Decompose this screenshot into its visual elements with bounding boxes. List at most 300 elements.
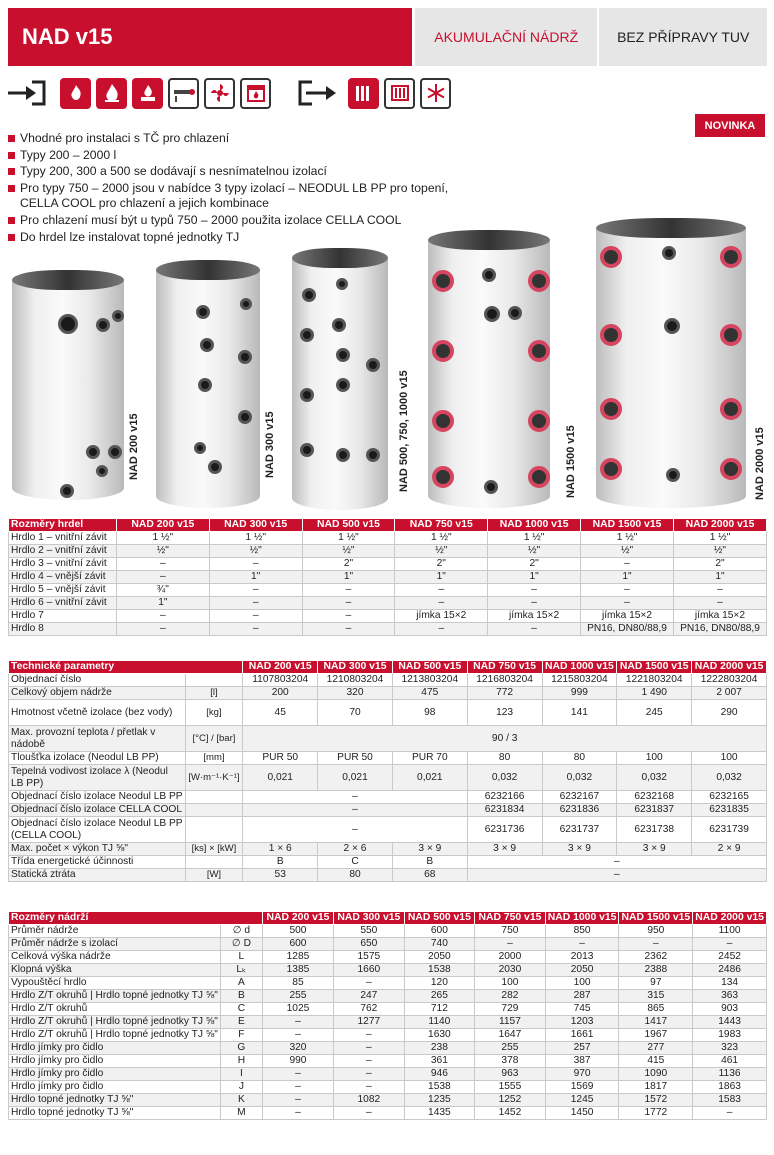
table-cell: M — [220, 1107, 262, 1120]
table-cell: 1100 — [693, 925, 767, 938]
table-cell: – — [209, 558, 302, 571]
col-header: NAD 500 v15 — [302, 519, 395, 532]
table-cell: I — [220, 1068, 262, 1081]
table-cell: 68 — [392, 869, 467, 882]
col-header: NAD 300 v15 — [334, 912, 405, 925]
tank-nad-200 — [12, 270, 124, 500]
table-cell: – — [673, 584, 766, 597]
pipe-connection — [60, 484, 74, 498]
table-cell: [mm] — [185, 752, 243, 765]
table-cell: 80 — [542, 752, 617, 765]
pipe-connection — [366, 448, 380, 462]
table-cell: – — [581, 597, 674, 610]
table-cell: 1285 — [262, 951, 333, 964]
table-cell: 100 — [475, 977, 546, 990]
table-cell: 1140 — [404, 1016, 475, 1029]
table-cell: 1 ½" — [488, 532, 581, 545]
table-cell: ½" — [302, 545, 395, 558]
table-cell: – — [395, 584, 488, 597]
flange-connection — [528, 466, 550, 488]
table-row — [9, 925, 767, 938]
col-header: NAD 1500 v15 — [581, 519, 674, 532]
table-cell: 97 — [619, 977, 693, 990]
table-cell: 550 — [334, 925, 405, 938]
solar-collector-icon — [168, 78, 199, 109]
table-cell: – — [209, 597, 302, 610]
table-row — [9, 856, 767, 869]
fireplace-icon — [240, 78, 271, 109]
table-cell: – — [209, 584, 302, 597]
row-label: Klopná výška — [9, 964, 221, 977]
table-cell: Lₖ — [220, 964, 262, 977]
col-header: NAD 300 v15 — [209, 519, 302, 532]
pipe-connection — [482, 268, 496, 282]
row-label: Hrdlo 4 – vnější závit — [9, 571, 117, 584]
table-cell: 745 — [545, 1003, 619, 1016]
table-cell: 712 — [404, 1003, 475, 1016]
col-header: NAD 750 v15 — [467, 661, 542, 674]
table-cell: 2388 — [619, 964, 693, 977]
new-badge: NOVINKA — [695, 114, 765, 137]
list-item: Do hrdel lze instalovat topné jednotky TJ — [8, 230, 488, 245]
table-row — [9, 545, 767, 558]
row-label: Hrdlo Z/T okruhů | Hrdlo topné jednotky TJ ⅝" — [9, 990, 221, 1003]
product-illustration — [0, 210, 774, 510]
table-cell: 970 — [545, 1068, 619, 1081]
table-cell: 1107803204 — [243, 674, 318, 687]
pipe-connection — [302, 288, 316, 302]
pipe-connection — [300, 328, 314, 342]
table-row — [9, 752, 767, 765]
table-cell: ½" — [488, 545, 581, 558]
table-cell: [l] — [185, 687, 243, 700]
pipe-connection — [238, 350, 252, 364]
table-cell: 1025 — [262, 1003, 333, 1016]
table-cell: – — [116, 571, 209, 584]
table-cell: – — [334, 977, 405, 990]
technical-parameters-table — [8, 660, 767, 882]
table-cell: – — [488, 584, 581, 597]
pipe-connection — [508, 306, 522, 320]
table-cell: – — [334, 1068, 405, 1081]
table-cell: ½" — [116, 545, 209, 558]
table-cell: 1277 — [334, 1016, 405, 1029]
table-cell: 1555 — [475, 1081, 546, 1094]
pipe-connection — [662, 246, 676, 260]
table-cell: 1136 — [693, 1068, 767, 1081]
table-cell: – — [395, 623, 488, 636]
tank-label: NAD 300 v15 — [264, 411, 276, 478]
pipe-connection — [86, 445, 100, 459]
table-cell: 850 — [545, 925, 619, 938]
tank-cap — [596, 218, 746, 238]
table-cell: – — [116, 623, 209, 636]
row-label: Hrdlo 5 – vnější závit — [9, 584, 117, 597]
table-cell: 6231837 — [617, 804, 692, 817]
table-cell — [185, 856, 243, 869]
table-cell: – — [302, 584, 395, 597]
table-cell: 2" — [673, 558, 766, 571]
table-cell: 1863 — [693, 1081, 767, 1094]
tank-nad-300 — [156, 260, 260, 508]
table-row — [9, 610, 767, 623]
pipe-connection — [58, 314, 78, 334]
table-cell: 0,021 — [392, 765, 467, 791]
row-label: Hrdlo 7 — [9, 610, 117, 623]
table-title: Rozměry hrdel — [9, 519, 117, 532]
table-cell: 461 — [693, 1055, 767, 1068]
table-cell: 85 — [262, 977, 333, 990]
col-header: NAD 1500 v15 — [619, 912, 693, 925]
table-cell: Objednací číslo izolace CELLA COOL — [9, 804, 186, 817]
table-cell: 277 — [619, 1042, 693, 1055]
pipe-connection — [336, 348, 350, 362]
table-row — [9, 791, 767, 804]
table-cell: 990 — [262, 1055, 333, 1068]
table-cell: Hmotnost včetně izolace (bez vody) — [9, 700, 186, 726]
table-cell: 100 — [692, 752, 767, 765]
table-cell: 0,032 — [617, 765, 692, 791]
table-row — [9, 843, 767, 856]
table-row — [9, 558, 767, 571]
table-cell: 1245 — [545, 1094, 619, 1107]
table-cell: Celkový objem nádrže — [9, 687, 186, 700]
table-cell: ½" — [673, 545, 766, 558]
table-cell: 2" — [302, 558, 395, 571]
table-row — [9, 597, 767, 610]
pipe-connection — [238, 410, 252, 424]
table-cell: 772 — [467, 687, 542, 700]
table-cell: – — [302, 597, 395, 610]
table-cell: 70 — [318, 700, 393, 726]
flange-connection — [600, 324, 622, 346]
table-cell: 1569 — [545, 1081, 619, 1094]
category-tag-no-dhw: BEZ PŘÍPRAVY TUV — [599, 8, 767, 66]
table-cell: 90 / 3 — [243, 726, 767, 752]
table-row — [9, 951, 767, 964]
col-header: NAD 1000 v15 — [542, 661, 617, 674]
table-cell: 2486 — [693, 964, 767, 977]
col-header: NAD 2000 v15 — [692, 661, 767, 674]
table-cell — [185, 791, 243, 804]
table-cell: Objednací číslo izolace Neodul LB PP (CELLA COOL) — [9, 817, 186, 843]
table-cell: 1572 — [619, 1094, 693, 1107]
table-cell: – — [262, 1068, 333, 1081]
table-cell: 2" — [395, 558, 488, 571]
table-cell: – — [209, 623, 302, 636]
table-cell: – — [467, 869, 766, 882]
table-cell: 1082 — [334, 1094, 405, 1107]
snowflake-icon — [420, 78, 451, 109]
table-cell: 100 — [545, 977, 619, 990]
table-title: Technické parametry — [9, 661, 243, 674]
row-label: Hrdlo topné jednotky TJ ⅝" — [9, 1094, 221, 1107]
radiator-icon — [348, 78, 379, 109]
table-cell: 750 — [475, 925, 546, 938]
pipe-connection — [664, 318, 680, 334]
table-cell: 3 × 9 — [392, 843, 467, 856]
pipe-connection — [336, 278, 348, 290]
input-arrow-icon — [8, 78, 48, 108]
table-cell: jímka 15×2 — [395, 610, 488, 623]
table-cell: 80 — [318, 869, 393, 882]
table-cell: Statická ztráta — [9, 869, 186, 882]
table-cell: [kg] — [185, 700, 243, 726]
table-cell: 1538 — [404, 1081, 475, 1094]
table-cell: 1203 — [545, 1016, 619, 1029]
table-cell: – — [488, 597, 581, 610]
table-row — [9, 804, 767, 817]
pipe-connection — [484, 480, 498, 494]
table-cell: 1385 — [262, 964, 333, 977]
table-cell: 1" — [581, 571, 674, 584]
flange-connection — [720, 246, 742, 268]
table-cell: jímka 15×2 — [673, 610, 766, 623]
page-title: NAD v15 — [8, 8, 412, 66]
heat-pump-flame-icon — [60, 78, 91, 109]
table-cell: ∅ D — [220, 938, 262, 951]
table-cell: Max. provozní teplota / přetlak v nádobě — [9, 726, 186, 752]
table-cell: 2 007 — [692, 687, 767, 700]
table-row — [9, 584, 767, 597]
table-cell: 98 — [392, 700, 467, 726]
table-cell: 762 — [334, 1003, 405, 1016]
pipe-connection — [300, 443, 314, 457]
table-cell: – — [116, 610, 209, 623]
table-cell: ½" — [581, 545, 674, 558]
table-cell: 1 × 6 — [243, 843, 318, 856]
table-cell: 141 — [542, 700, 617, 726]
table-row — [9, 1042, 767, 1055]
row-label: Hrdlo Z/T okruhů | Hrdlo topné jednotky TJ ⅝" — [9, 1016, 221, 1029]
table-cell: G — [220, 1042, 262, 1055]
table-cell: H — [220, 1055, 262, 1068]
tank-cap — [428, 230, 550, 250]
table-row — [9, 1094, 767, 1107]
table-cell: – — [262, 1029, 333, 1042]
table-cell: 1583 — [693, 1094, 767, 1107]
pipe-connection — [96, 318, 110, 332]
flange-connection — [720, 324, 742, 346]
table-row — [9, 726, 767, 752]
table-cell: 255 — [262, 990, 333, 1003]
table-cell: PUR 50 — [318, 752, 393, 765]
table-cell: 1967 — [619, 1029, 693, 1042]
row-label: Hrdlo 2 – vnitřní závit — [9, 545, 117, 558]
table-cell: 200 — [243, 687, 318, 700]
table-cell: K — [220, 1094, 262, 1107]
table-row — [9, 1081, 767, 1094]
fire-icon — [96, 78, 127, 109]
table-cell: 1" — [209, 571, 302, 584]
table-cell: 999 — [542, 687, 617, 700]
table-cell: 53 — [243, 869, 318, 882]
table-cell: ∅ d — [220, 925, 262, 938]
table-cell: 1661 — [545, 1029, 619, 1042]
connection-dimensions-table — [8, 518, 767, 636]
table-cell: 361 — [404, 1055, 475, 1068]
table-cell: – — [209, 610, 302, 623]
list-item: Typy 200 – 2000 l — [8, 148, 488, 163]
table-cell: Tepelná vodivost izolace λ (Neodul LB PP) — [9, 765, 186, 791]
table-cell: 265 — [404, 990, 475, 1003]
pipe-connection — [96, 465, 108, 477]
table-cell: C — [318, 856, 393, 869]
table-row — [9, 1016, 767, 1029]
row-label: Hrdlo 3 – vnitřní závit — [9, 558, 117, 571]
table-row — [9, 1107, 767, 1120]
table-cell: PUR 70 — [392, 752, 467, 765]
row-label: Hrdlo jímky pro čidlo — [9, 1055, 221, 1068]
table-cell: 1452 — [475, 1107, 546, 1120]
pipe-connection — [108, 445, 122, 459]
table-row — [9, 817, 767, 843]
table-cell: – — [334, 1029, 405, 1042]
table-cell: 1221803204 — [617, 674, 692, 687]
table-cell: 363 — [693, 990, 767, 1003]
table-cell: J — [220, 1081, 262, 1094]
flange-connection — [528, 270, 550, 292]
table-cell: 245 — [617, 700, 692, 726]
table-cell: Objednací číslo izolace Neodul LB PP — [9, 791, 186, 804]
flange-connection — [528, 410, 550, 432]
table-cell: – — [545, 938, 619, 951]
pipe-connection — [196, 305, 210, 319]
table-cell: – — [581, 558, 674, 571]
table-cell: 6231834 — [467, 804, 542, 817]
row-label: Hrdlo jímky pro čidlo — [9, 1081, 221, 1094]
table-cell: 1450 — [545, 1107, 619, 1120]
pipe-connection — [112, 310, 124, 322]
pipe-connection — [300, 388, 314, 402]
flange-connection — [528, 340, 550, 362]
table-row — [9, 623, 767, 636]
table-cell: ½" — [209, 545, 302, 558]
table-cell: L — [220, 951, 262, 964]
table-cell: 320 — [262, 1042, 333, 1055]
table-cell: [ks] × [kW] — [185, 843, 243, 856]
table-cell — [185, 804, 243, 817]
flange-connection — [600, 398, 622, 420]
table-cell: 6231736 — [467, 817, 542, 843]
table-row — [9, 700, 767, 726]
row-label: Vypouštěcí hrdlo — [9, 977, 221, 990]
list-item: Typy 200, 300 a 500 se dodávají s nesnímatelnou izolací — [8, 164, 488, 179]
table-cell: 6231739 — [692, 817, 767, 843]
row-label: Hrdlo Z/T okruhů | Hrdlo topné jednotky TJ ⅝" — [9, 1029, 221, 1042]
table-cell: 3 × 9 — [617, 843, 692, 856]
table-cell: – — [243, 791, 467, 804]
col-header: NAD 500 v15 — [392, 661, 467, 674]
flange-connection — [600, 246, 622, 268]
pipe-connection — [666, 468, 680, 482]
table-cell: 0,032 — [542, 765, 617, 791]
table-cell: – — [467, 856, 766, 869]
table-cell: 1575 — [334, 951, 405, 964]
table-row — [9, 938, 767, 951]
table-cell: 3 × 9 — [542, 843, 617, 856]
tank-cap — [12, 270, 124, 290]
table-cell: 6231835 — [692, 804, 767, 817]
table-cell: 290 — [692, 700, 767, 726]
table-cell: 600 — [262, 938, 333, 951]
table-cell: 946 — [404, 1068, 475, 1081]
table-cell: 6231836 — [542, 804, 617, 817]
fire-pot-icon — [132, 78, 163, 109]
table-cell: 287 — [545, 990, 619, 1003]
floor-heating-icon — [384, 78, 415, 109]
table-cell: 0,021 — [318, 765, 393, 791]
flange-connection — [432, 340, 454, 362]
flange-connection — [720, 458, 742, 480]
table-cell: 1 ½" — [673, 532, 766, 545]
table-cell: 903 — [693, 1003, 767, 1016]
tank-cap — [292, 248, 388, 268]
table-row — [9, 674, 767, 687]
table-cell: 1660 — [334, 964, 405, 977]
table-cell: ¾" — [116, 584, 209, 597]
table-cell: Max. počet × výkon TJ ⅝" — [9, 843, 186, 856]
row-label: Hrdlo 6 – vnitřní závit — [9, 597, 117, 610]
table-cell: – — [262, 1081, 333, 1094]
table-cell: 1443 — [693, 1016, 767, 1029]
table-cell: – — [693, 1107, 767, 1120]
table-cell: 0,032 — [692, 765, 767, 791]
table-cell: 315 — [619, 990, 693, 1003]
pipe-connection — [336, 448, 350, 462]
table-cell: 865 — [619, 1003, 693, 1016]
table-cell: 1417 — [619, 1016, 693, 1029]
table-cell: 1983 — [693, 1029, 767, 1042]
table-cell: jímka 15×2 — [488, 610, 581, 623]
table-cell: 0,032 — [467, 765, 542, 791]
col-header: NAD 200 v15 — [116, 519, 209, 532]
table-row — [9, 977, 767, 990]
table-cell: 415 — [619, 1055, 693, 1068]
pipe-connection — [200, 338, 214, 352]
table-cell: 740 — [404, 938, 475, 951]
table-cell: – — [243, 817, 467, 843]
table-cell: – — [262, 1094, 333, 1107]
table-cell: 80 — [467, 752, 542, 765]
table-cell: 100 — [617, 752, 692, 765]
table-cell: PUR 50 — [243, 752, 318, 765]
table-title: Rozměry nádrží — [9, 912, 263, 925]
table-cell: A — [220, 977, 262, 990]
table-cell: 1 490 — [617, 687, 692, 700]
table-cell: – — [334, 1107, 405, 1120]
table-cell: 45 — [243, 700, 318, 726]
table-cell: 2000 — [475, 951, 546, 964]
table-cell: 1" — [116, 597, 209, 610]
fan-icon — [204, 78, 235, 109]
table-cell: – — [334, 1042, 405, 1055]
table-row — [9, 990, 767, 1003]
table-cell: – — [581, 584, 674, 597]
table-cell: 323 — [693, 1042, 767, 1055]
table-cell: 1216803204 — [467, 674, 542, 687]
col-header: NAD 1000 v15 — [488, 519, 581, 532]
table-cell: 378 — [475, 1055, 546, 1068]
table-cell: 1 ½" — [302, 532, 395, 545]
table-cell: 2 × 6 — [318, 843, 393, 856]
table-cell: PN16, DN80/88,9 — [581, 623, 674, 636]
table-cell: – — [334, 1055, 405, 1068]
table-cell: 600 — [404, 925, 475, 938]
table-cell: – — [243, 804, 467, 817]
table-cell: jímka 15×2 — [581, 610, 674, 623]
table-cell: B — [220, 990, 262, 1003]
